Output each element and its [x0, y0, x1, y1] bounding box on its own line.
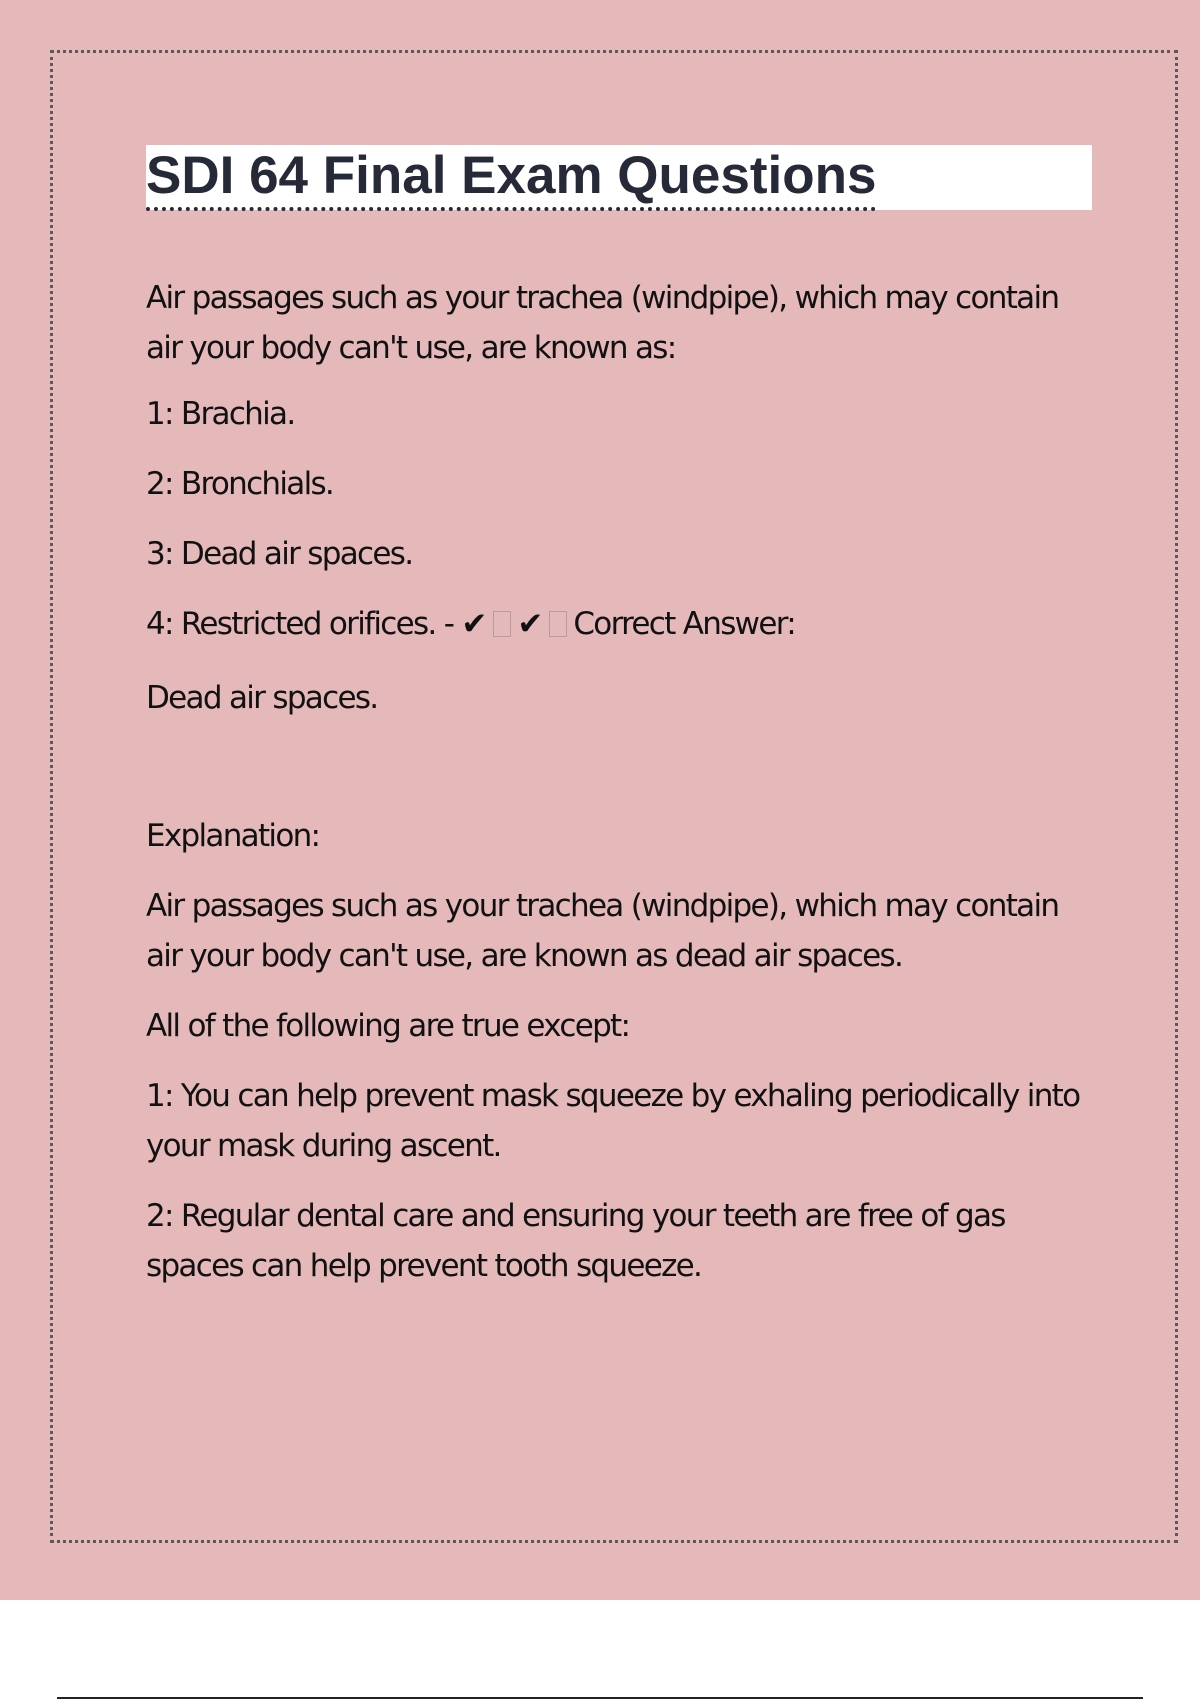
- document-content: [146, 145, 1096, 1291]
- question-1-option-3: 3: Dead air spaces.: [146, 536, 413, 572]
- question-2-text: All of the following are true except:: [146, 1008, 630, 1044]
- question-1-text: Air passages such as your trachea (windpipe), which may contain air your body can't use, are known as:: [146, 280, 1059, 366]
- title-bar: [146, 145, 1092, 210]
- footer-divider: [57, 1697, 1143, 1699]
- explanation-text: Air passages such as your trachea (windpipe), which may contain air your body can't use, are known as dead air spaces.: [146, 888, 1059, 974]
- check-mark-icon: ✔: [461, 606, 488, 642]
- question-2-option-2: 2: Regular dental care and ensuring your teeth are free of gas spaces can help prevent tooth squeeze.: [146, 1198, 1005, 1284]
- question-2-option-1: 1: You can help prevent mask squeeze by exhaling periodically into your mask during ascent.: [146, 1078, 1080, 1164]
- explanation-label: Explanation:: [146, 818, 320, 854]
- question-1-option-4-line: [146, 599, 1096, 649]
- missing-glyph-box-icon: [493, 611, 511, 637]
- page-title: SDI 64 Final Exam Questions: [146, 145, 876, 211]
- check-mark-icon: ✔: [517, 606, 544, 642]
- question-1-option-4: 4: Restricted orifices. -: [146, 606, 454, 642]
- correct-answer: Dead air spaces.: [146, 680, 378, 716]
- correct-answer-label: Correct Answer:: [573, 606, 795, 642]
- question-1-option-2: 2: Bronchials.: [146, 466, 334, 502]
- question-1-option-1: 1: Brachia.: [146, 396, 295, 432]
- missing-glyph-box-icon: [549, 611, 567, 637]
